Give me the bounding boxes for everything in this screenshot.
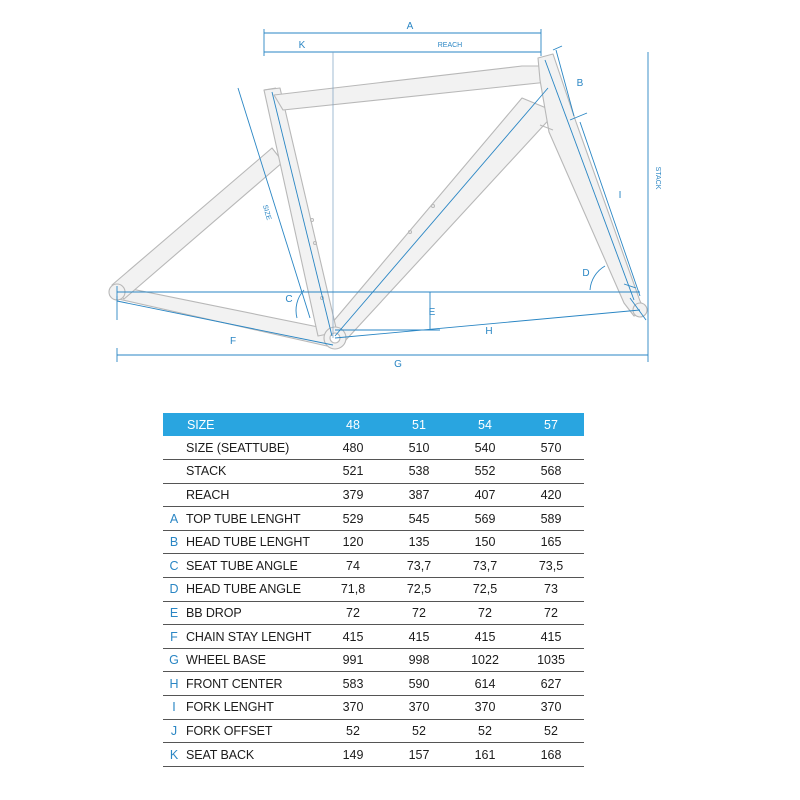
row-value: 415 (342, 629, 364, 644)
table-row (163, 601, 584, 625)
seat-tube (264, 88, 337, 336)
row-value: 521 (342, 464, 364, 479)
row-value: 72 (478, 605, 492, 620)
row-value: 157 (408, 747, 430, 762)
row-label: WHEEL BASE (186, 653, 266, 668)
table-row (163, 460, 584, 484)
table-row (163, 719, 584, 743)
geometry-table (163, 413, 584, 767)
row-value: 998 (408, 653, 430, 668)
table-row (163, 672, 584, 696)
row-letter (163, 460, 185, 484)
row-label: STACK (186, 464, 227, 479)
table-row (163, 554, 584, 578)
top-tube (274, 66, 548, 110)
row-label: BB DROP (186, 605, 242, 620)
row-value: 583 (342, 676, 364, 691)
row-label: FORK OFFSET (186, 723, 273, 738)
row-value: 480 (342, 440, 364, 455)
row-value: 569 (474, 511, 496, 526)
row-label: SEAT TUBE ANGLE (186, 558, 298, 573)
bike-frame (109, 54, 647, 349)
row-value: 407 (474, 487, 496, 502)
label-stack: STACK (654, 166, 661, 190)
row-letter: F (170, 629, 178, 644)
row-value: 168 (540, 747, 562, 762)
table-header-row (163, 413, 584, 436)
row-value: 568 (540, 464, 562, 479)
row-value: 415 (540, 629, 562, 644)
row-label: SEAT BACK (186, 747, 255, 762)
row-letter: D (169, 582, 179, 597)
row-value: 370 (408, 700, 430, 715)
row-label: FRONT CENTER (186, 676, 283, 691)
table-row (163, 436, 584, 460)
header-size-54: 54 (478, 417, 492, 432)
row-value: 589 (540, 511, 562, 526)
row-value: 510 (408, 440, 430, 455)
row-value: 52 (478, 723, 492, 738)
row-letter: H (169, 676, 179, 691)
row-value: 614 (474, 676, 496, 691)
row-value: 120 (342, 535, 364, 550)
row-value: 72,5 (472, 582, 498, 597)
row-letter: C (169, 558, 179, 573)
table-row (163, 648, 584, 672)
row-value: 415 (474, 629, 496, 644)
header-size-51: 51 (412, 417, 426, 432)
row-value: 52 (412, 723, 426, 738)
label-e: E (428, 307, 436, 318)
label-f: F (229, 336, 237, 347)
row-letter: E (169, 605, 179, 620)
seat-stay (112, 148, 283, 299)
row-letter: B (169, 535, 179, 550)
row-value: 370 (342, 700, 364, 715)
header-size-48: 48 (346, 417, 360, 432)
row-value: 73,7 (472, 558, 498, 573)
row-value: 149 (342, 747, 364, 762)
table-row (163, 625, 584, 649)
row-letter: J (170, 723, 178, 738)
row-value: 552 (474, 464, 496, 479)
row-letter: K (169, 747, 179, 762)
row-value: 387 (408, 487, 430, 502)
row-value: 540 (474, 440, 496, 455)
row-value: 72,5 (406, 582, 432, 597)
down-tube (326, 98, 556, 342)
head-tube-fork (538, 54, 646, 316)
row-value: 72 (346, 605, 360, 620)
row-letter: I (172, 700, 176, 715)
row-value: 71,8 (340, 582, 366, 597)
row-value: 73,5 (538, 558, 564, 573)
row-label: HEAD TUBE LENGHT (186, 535, 310, 550)
label-b: B (576, 78, 584, 89)
row-value: 73 (544, 582, 558, 597)
row-value: 74 (346, 558, 360, 573)
row-value: 420 (540, 487, 562, 502)
row-value: 379 (342, 487, 364, 502)
row-value: 1035 (537, 653, 565, 668)
row-label: TOP TUBE LENGHT (186, 511, 301, 526)
row-value: 161 (474, 747, 496, 762)
label-c: C (285, 294, 293, 305)
row-value: 415 (408, 629, 430, 644)
row-letter: G (169, 653, 179, 668)
table-row (163, 530, 584, 554)
table-row (163, 507, 584, 531)
header-size-label: SIZE (187, 417, 215, 432)
row-label: CHAIN STAY LENGHT (186, 629, 312, 644)
row-value: 991 (342, 653, 364, 668)
row-value: 529 (342, 511, 364, 526)
row-value: 538 (408, 464, 430, 479)
row-value: 73,7 (406, 558, 432, 573)
table-row (163, 743, 584, 767)
header-size-57: 57 (544, 417, 558, 432)
row-value: 72 (544, 605, 558, 620)
label-reach: REACH (437, 42, 463, 49)
row-value: 52 (346, 723, 360, 738)
row-value: 135 (408, 535, 430, 550)
label-h: H (485, 326, 493, 337)
label-g: G (394, 359, 402, 370)
row-letter (163, 436, 185, 460)
row-letter: A (169, 511, 179, 526)
row-label: SIZE (SEATTUBE) (186, 440, 290, 455)
row-value: 545 (408, 511, 430, 526)
label-a: A (406, 21, 414, 32)
row-letter (163, 483, 185, 507)
row-value: 370 (474, 700, 496, 715)
row-value: 590 (408, 676, 430, 691)
row-value: 370 (540, 700, 562, 715)
row-label: HEAD TUBE ANGLE (186, 582, 301, 597)
row-value: 570 (540, 440, 562, 455)
table-body (163, 436, 584, 766)
label-d: D (582, 268, 590, 279)
row-label: FORK LENGHT (186, 700, 274, 715)
row-value: 150 (474, 535, 496, 550)
row-value: 52 (544, 723, 558, 738)
label-i: I (618, 190, 622, 201)
row-value: 1022 (471, 653, 499, 668)
row-label: REACH (186, 487, 230, 502)
table-row (163, 578, 584, 602)
table-row (163, 696, 584, 720)
label-k: K (298, 40, 306, 51)
table-row (163, 483, 584, 507)
label-size: SIZE (260, 204, 272, 222)
row-value: 627 (540, 676, 562, 691)
row-value: 165 (540, 535, 562, 550)
row-value: 72 (412, 605, 426, 620)
